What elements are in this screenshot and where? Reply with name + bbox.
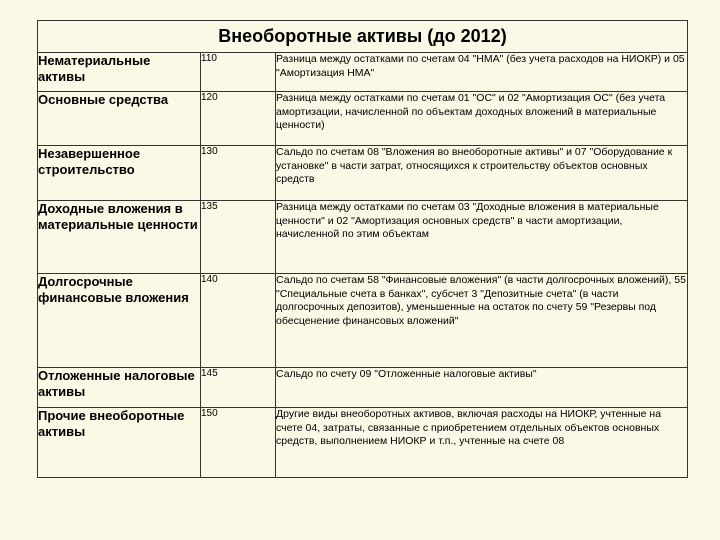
row-code: 135 — [201, 201, 276, 274]
table-row — [38, 146, 688, 201]
row-name: Основные средства — [38, 92, 201, 146]
table-row — [38, 368, 688, 408]
row-description: Разница между остатками по счетам 03 "Доходные вложения в материальные ценности" и 02 "Амортизация основных средств" в части амортизации, начисленной по этим объектам — [276, 201, 688, 274]
table-row — [38, 408, 688, 478]
table-row — [38, 53, 688, 92]
table-row — [38, 201, 688, 274]
row-description: Разница между остатками по счетам 01 "ОС" и 02 "Амортизация ОС" (без учета амортизации, начисленной по объектам доходных вложений в материальные ценности) — [276, 92, 688, 146]
row-code: 140 — [201, 274, 276, 368]
row-description: Сальдо по счету 09 "Отложенные налоговые активы" — [276, 368, 688, 408]
row-code: 110 — [201, 53, 276, 92]
row-code: 145 — [201, 368, 276, 408]
row-code: 150 — [201, 408, 276, 478]
row-name: Незавершенное строительство — [38, 146, 201, 201]
row-code: 130 — [201, 146, 276, 201]
row-name: Отложенные налоговые активы — [38, 368, 201, 408]
row-name: Долгосрочные финансовые вложения — [38, 274, 201, 368]
row-description: Сальдо по счетам 58 "Финансовые вложения" (в части долгосрочных вложений), 55 "Специальные счета в банках", субсчет 3 "Депозитные счета" (в части долгосрочных депозитов), уменьшенные на остаток по счету 59 "Резервы под обесценение финансовых вложений" — [276, 274, 688, 368]
row-name: Доходные вложения в материальные ценности — [38, 201, 201, 274]
assets-table — [37, 20, 688, 478]
row-code: 120 — [201, 92, 276, 146]
row-description: Сальдо по счетам 08 "Вложения во внеоборотные активы" и 07 "Оборудование к установке" в части затрат, относящихся к строительству объектов основных средств — [276, 146, 688, 201]
table-row — [38, 274, 688, 368]
table-title: Внеоборотные активы (до 2012) — [38, 21, 688, 53]
table-row — [38, 92, 688, 146]
row-description: Разница между остатками по счетам 04 "НМА" (без учета расходов на НИОКР) и 05 "Амортизация НМА" — [276, 53, 688, 92]
row-description: Другие виды внеоборотных активов, включая расходы на НИОКР, учтенные на счете 04, затраты, связанные с приобретением отдельных объектов основных средств, выполнением НИОКР и т.п., учтенные на счете 08 — [276, 408, 688, 478]
row-name: Прочие внеоборотные активы — [38, 408, 201, 478]
title-row — [38, 21, 688, 53]
row-name: Нематериальные активы — [38, 53, 201, 92]
